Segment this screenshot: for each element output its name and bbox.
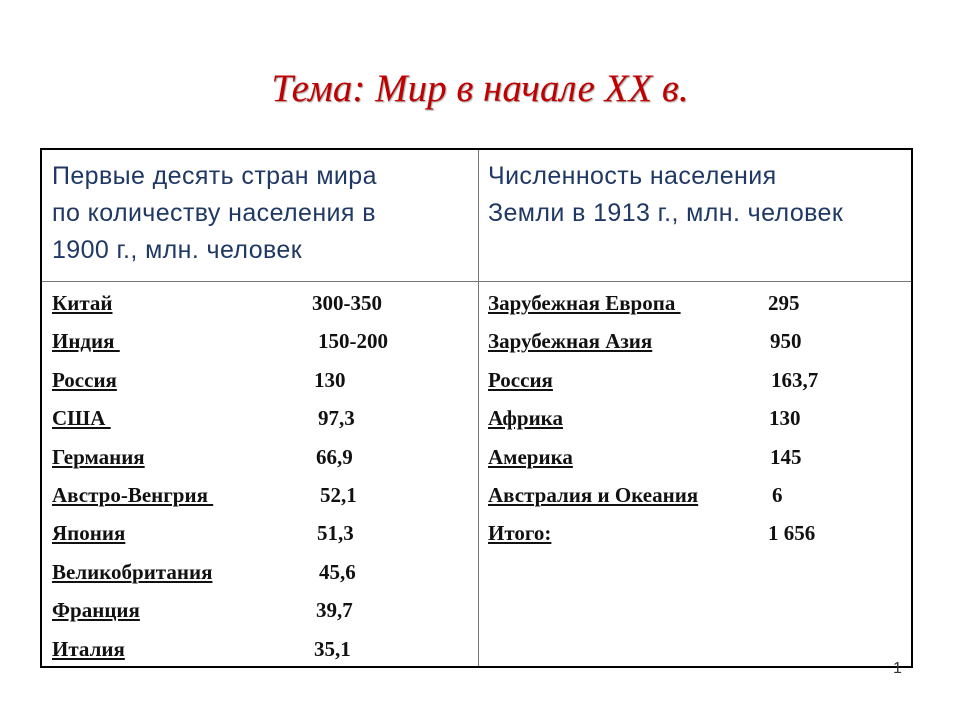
country-name: Великобритания xyxy=(52,559,213,584)
region-population: 950 xyxy=(770,329,802,354)
country-population: 300-350 xyxy=(312,291,382,315)
region-row xyxy=(488,517,908,555)
country-name: Италия xyxy=(52,636,125,661)
region-population: 295 xyxy=(768,291,800,315)
region-name: Итого: xyxy=(488,521,552,546)
region-population: 145 xyxy=(770,444,802,469)
region-name: Америка xyxy=(488,444,573,469)
right-column-header xyxy=(488,158,908,232)
country-row xyxy=(52,364,472,402)
country-name: Япония xyxy=(52,521,126,546)
region-name: Африка xyxy=(488,406,563,431)
left-header-line: 1900 г., млн. человек xyxy=(52,236,303,264)
region-population: 6 xyxy=(772,482,783,507)
country-name: Германия xyxy=(52,444,145,469)
country-name: Австро-Венгрия xyxy=(52,482,214,507)
right-header-line: Земли в 1913 г., млн. человек xyxy=(488,199,844,227)
region-row xyxy=(488,364,908,402)
population-table xyxy=(40,148,913,668)
slide-title: Тема: Мир в начале XX в. xyxy=(271,67,689,110)
country-row xyxy=(52,402,472,440)
country-name: США xyxy=(52,406,111,431)
left-header-line: по количеству населения в xyxy=(52,199,376,227)
column-divider xyxy=(478,150,479,666)
region-row xyxy=(488,325,908,363)
country-population: 51,3 xyxy=(317,521,354,546)
country-population: 66,9 xyxy=(316,444,353,469)
country-name: Франция xyxy=(52,598,140,623)
region-row xyxy=(488,441,908,479)
country-name: Индия xyxy=(52,329,120,354)
country-row xyxy=(52,633,472,671)
country-population: 45,6 xyxy=(319,559,356,584)
region-name: Россия xyxy=(488,367,553,392)
country-row xyxy=(52,594,472,632)
region-name: Австралия и Океания xyxy=(488,482,699,507)
region-name: Зарубежная Европа xyxy=(488,291,681,315)
country-row xyxy=(52,287,472,325)
right-header-line: Численность населения xyxy=(488,162,777,190)
country-population: 150-200 xyxy=(318,329,388,354)
country-name: Китай xyxy=(52,291,113,315)
left-column-header xyxy=(52,158,472,269)
country-population: 97,3 xyxy=(318,406,355,431)
region-population: 1 656 xyxy=(768,521,816,546)
country-population: 130 xyxy=(314,367,346,392)
country-population: 35,1 xyxy=(314,636,351,661)
country-row xyxy=(52,517,472,555)
region-row xyxy=(488,402,908,440)
country-row xyxy=(52,556,472,594)
header-divider xyxy=(42,281,911,282)
region-name: Зарубежная Азия xyxy=(488,329,653,354)
country-row xyxy=(52,441,472,479)
country-row xyxy=(52,325,472,363)
region-population: 163,7 xyxy=(771,367,819,392)
region-population-list xyxy=(488,287,908,556)
region-row xyxy=(488,479,908,517)
country-population: 52,1 xyxy=(320,482,357,507)
region-population: 130 xyxy=(769,406,801,431)
left-header-line: Первые десять стран мира xyxy=(52,162,377,190)
country-row xyxy=(52,479,472,517)
region-row xyxy=(488,287,908,325)
country-population-list xyxy=(52,287,472,671)
page-number: 1 xyxy=(893,660,902,677)
country-name: Россия xyxy=(52,367,117,392)
country-population: 39,7 xyxy=(316,598,353,623)
